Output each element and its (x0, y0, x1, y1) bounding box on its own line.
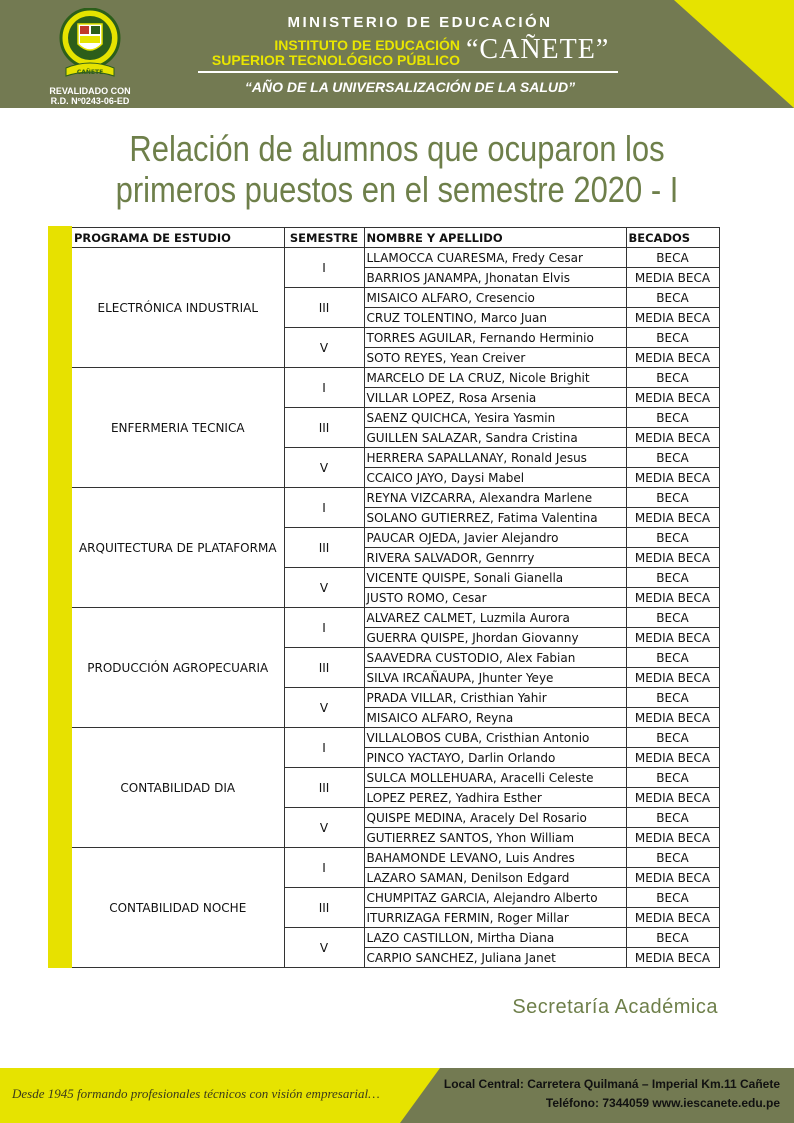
title-line2: primeros puestos en el semestre 2020 - I (115, 169, 679, 210)
header-semestre: SEMESTRE (284, 228, 364, 248)
scholarship-cell: MEDIA BECA (626, 948, 719, 968)
semester-cell: III (284, 288, 364, 328)
semester-cell: V (284, 808, 364, 848)
student-name-cell: BARRIOS JANAMPA, Jhonatan Elvis (364, 268, 626, 288)
scholarship-cell: MEDIA BECA (626, 828, 719, 848)
student-name-cell: REYNA VIZCARRA, Alexandra Marlene (364, 488, 626, 508)
scholarship-cell: BECA (626, 728, 719, 748)
program-name-cell: PRODUCCIÓN AGROPECUARIA (72, 608, 284, 728)
footer-address: Local Central: Carretera Quilmaná – Imperial Km.11 Cañete (443, 1077, 780, 1091)
program-name-cell: CONTABILIDAD NOCHE (72, 848, 284, 968)
program-name-cell: ENFERMERIA TECNICA (72, 368, 284, 488)
student-name-cell: GUTIERREZ SANTOS, Yhon William (364, 828, 626, 848)
page-title (81, 128, 712, 210)
title-line1: Relación de alumnos que ocuparon los (129, 128, 665, 169)
student-name-cell: TORRES AGUILAR, Fernando Herminio (364, 328, 626, 348)
scholarship-cell: MEDIA BECA (626, 628, 719, 648)
logo-text: CAÑETE (76, 69, 104, 76)
program-name-cell: CONTABILIDAD DIA (72, 728, 284, 848)
scholarship-cell: MEDIA BECA (626, 588, 719, 608)
footer-slogan: Desde 1945 formando profesionales técnicos con visión empresarial… (12, 1086, 380, 1101)
scholarship-cell: MEDIA BECA (626, 468, 719, 488)
semester-cell: I (284, 608, 364, 648)
student-name-cell: SAAVEDRA CUSTODIO, Alex Fabian (364, 648, 626, 668)
table-row (72, 248, 719, 268)
scholarship-cell: MEDIA BECA (626, 708, 719, 728)
ministerio-heading: MINISTERIO DE EDUCACIÓN (287, 14, 553, 31)
student-name-cell: JUSTO ROMO, Cesar (364, 588, 626, 608)
student-name-cell: SILVA IRCAÑAUPA, Jhunter Yeye (364, 668, 626, 688)
semester-cell: V (284, 568, 364, 608)
semester-cell: III (284, 768, 364, 808)
student-name-cell: VILLALOBOS CUBA, Cristhian Antonio (364, 728, 626, 748)
student-name-cell: CCAICO JAYO, Daysi Mabel (364, 468, 626, 488)
canete-wordmark: “CAÑETE” (466, 34, 610, 65)
student-name-cell: MARCELO DE LA CRUZ, Nicole Brighit (364, 368, 626, 388)
scholarship-cell: MEDIA BECA (626, 868, 719, 888)
header-divider (198, 71, 618, 73)
students-table (72, 227, 720, 968)
student-name-cell: PAUCAR OJEDA, Javier Alejandro (364, 528, 626, 548)
semester-cell: V (284, 328, 364, 368)
student-name-cell: GUILLEN SALAZAR, Sandra Cristina (364, 428, 626, 448)
scholarship-cell: MEDIA BECA (626, 268, 719, 288)
scholarship-cell: BECA (626, 568, 719, 588)
scholarship-cell: BECA (626, 448, 719, 468)
student-name-cell: SOTO REYES, Yean Creiver (364, 348, 626, 368)
table-body (72, 248, 719, 968)
semester-cell: III (284, 528, 364, 568)
scholarship-cell: BECA (626, 248, 719, 268)
semester-cell: V (284, 448, 364, 488)
student-name-cell: RIVERA SALVADOR, Gennrry (364, 548, 626, 568)
header-becados: BECADOS (626, 228, 719, 248)
scholarship-cell: MEDIA BECA (626, 668, 719, 688)
table-side-bar (48, 226, 72, 968)
student-name-cell: CHUMPITAZ GARCIA, Alejandro Alberto (364, 888, 626, 908)
scholarship-cell: BECA (626, 928, 719, 948)
semester-cell: I (284, 848, 364, 888)
scholarship-cell: MEDIA BECA (626, 748, 719, 768)
scholarship-cell: MEDIA BECA (626, 388, 719, 408)
semester-cell: III (284, 408, 364, 448)
scholarship-cell: BECA (626, 328, 719, 348)
student-name-cell: VILLAR LOPEZ, Rosa Arsenia (364, 388, 626, 408)
student-name-cell: SULCA MOLLEHUARA, Aracelli Celeste (364, 768, 626, 788)
student-name-cell: CARPIO SANCHEZ, Juliana Janet (364, 948, 626, 968)
student-name-cell: BAHAMONDE LEVANO, Luis Andres (364, 848, 626, 868)
revalidado-line2: R.D. Nº0243-06-ED (50, 96, 130, 106)
scholarship-cell: MEDIA BECA (626, 348, 719, 368)
header-accent-triangle (674, 0, 794, 108)
semester-cell: I (284, 728, 364, 768)
semester-cell: III (284, 888, 364, 928)
scholarship-cell: MEDIA BECA (626, 308, 719, 328)
student-name-cell: LAZO CASTILLON, Mirtha Diana (364, 928, 626, 948)
student-name-cell: CRUZ TOLENTINO, Marco Juan (364, 308, 626, 328)
student-name-cell: LAZARO SAMAN, Denilson Edgard (364, 868, 626, 888)
scholarship-cell: MEDIA BECA (626, 428, 719, 448)
scholarship-cell: MEDIA BECA (626, 508, 719, 528)
scholarship-cell: BECA (626, 648, 719, 668)
student-name-cell: SOLANO GUTIERREZ, Fatima Valentina (364, 508, 626, 528)
program-name-cell: ARQUITECTURA DE PLATAFORMA (72, 488, 284, 608)
student-name-cell: SAENZ QUICHCA, Yesira Yasmin (364, 408, 626, 428)
student-name-cell: QUISPE MEDINA, Aracely Del Rosario (364, 808, 626, 828)
instituto-line2: SUPERIOR TECNOLÓGICO PÚBLICO (211, 52, 460, 68)
footer-contact: Teléfono: 7344059 www.iescanete.edu.pe (545, 1096, 780, 1110)
table-row (72, 848, 719, 868)
revalidado-line1: REVALIDADO CON (49, 86, 131, 96)
scholarship-cell: BECA (626, 808, 719, 828)
student-name-cell: PINCO YACTAYO, Darlin Orlando (364, 748, 626, 768)
scholarship-cell: BECA (626, 768, 719, 788)
scholarship-cell: MEDIA BECA (626, 908, 719, 928)
scholarship-cell: BECA (626, 408, 719, 428)
semester-cell: III (284, 648, 364, 688)
table-row (72, 488, 719, 508)
student-name-cell: GUERRA QUISPE, Jhordan Giovanny (364, 628, 626, 648)
student-name-cell: PRADA VILLAR, Cristhian Yahir (364, 688, 626, 708)
signature-office: Secretaría Académica (512, 996, 718, 1018)
scholarship-cell: BECA (626, 848, 719, 868)
scholarship-cell: BECA (626, 528, 719, 548)
semester-cell: I (284, 488, 364, 528)
semester-cell: I (284, 248, 364, 288)
scholarship-cell: BECA (626, 608, 719, 628)
table-row (72, 368, 719, 388)
institute-crest-logo (58, 8, 122, 84)
header-programa: PROGRAMA DE ESTUDIO (72, 228, 284, 248)
table-row (72, 728, 719, 748)
student-name-cell: LLAMOCCA CUARESMA, Fredy Cesar (364, 248, 626, 268)
student-name-cell: LOPEZ PEREZ, Yadhira Esther (364, 788, 626, 808)
table-row (72, 608, 719, 628)
scholarship-cell: BECA (626, 368, 719, 388)
scholarship-cell: BECA (626, 288, 719, 308)
year-motto: “AÑO DE LA UNIVERSALIZACIÓN DE LA SALUD” (244, 79, 576, 95)
student-name-cell: ITURRIZAGA FERMIN, Roger Millar (364, 908, 626, 928)
semester-cell: V (284, 688, 364, 728)
scholarship-cell: MEDIA BECA (626, 548, 719, 568)
scholarship-cell: BECA (626, 488, 719, 508)
scholarship-cell: BECA (626, 888, 719, 908)
semester-cell: I (284, 368, 364, 408)
student-name-cell: HERRERA SAPALLANAY, Ronald Jesus (364, 448, 626, 468)
scholarship-cell: BECA (626, 688, 719, 708)
table-header-row (72, 228, 719, 248)
header-nombre: NOMBRE Y APELLIDO (364, 228, 626, 248)
student-name-cell: ALVAREZ CALMET, Luzmila Aurora (364, 608, 626, 628)
student-name-cell: VICENTE QUISPE, Sonali Gianella (364, 568, 626, 588)
student-name-cell: MISAICO ALFARO, Cresencio (364, 288, 626, 308)
instituto-line1: INSTITUTO DE EDUCACIÓN (274, 37, 460, 53)
student-name-cell: MISAICO ALFARO, Reyna (364, 708, 626, 728)
program-name-cell: ELECTRÓNICA INDUSTRIAL (72, 248, 284, 368)
revalidado-note (40, 86, 140, 106)
scholarship-cell: MEDIA BECA (626, 788, 719, 808)
semester-cell: V (284, 928, 364, 968)
